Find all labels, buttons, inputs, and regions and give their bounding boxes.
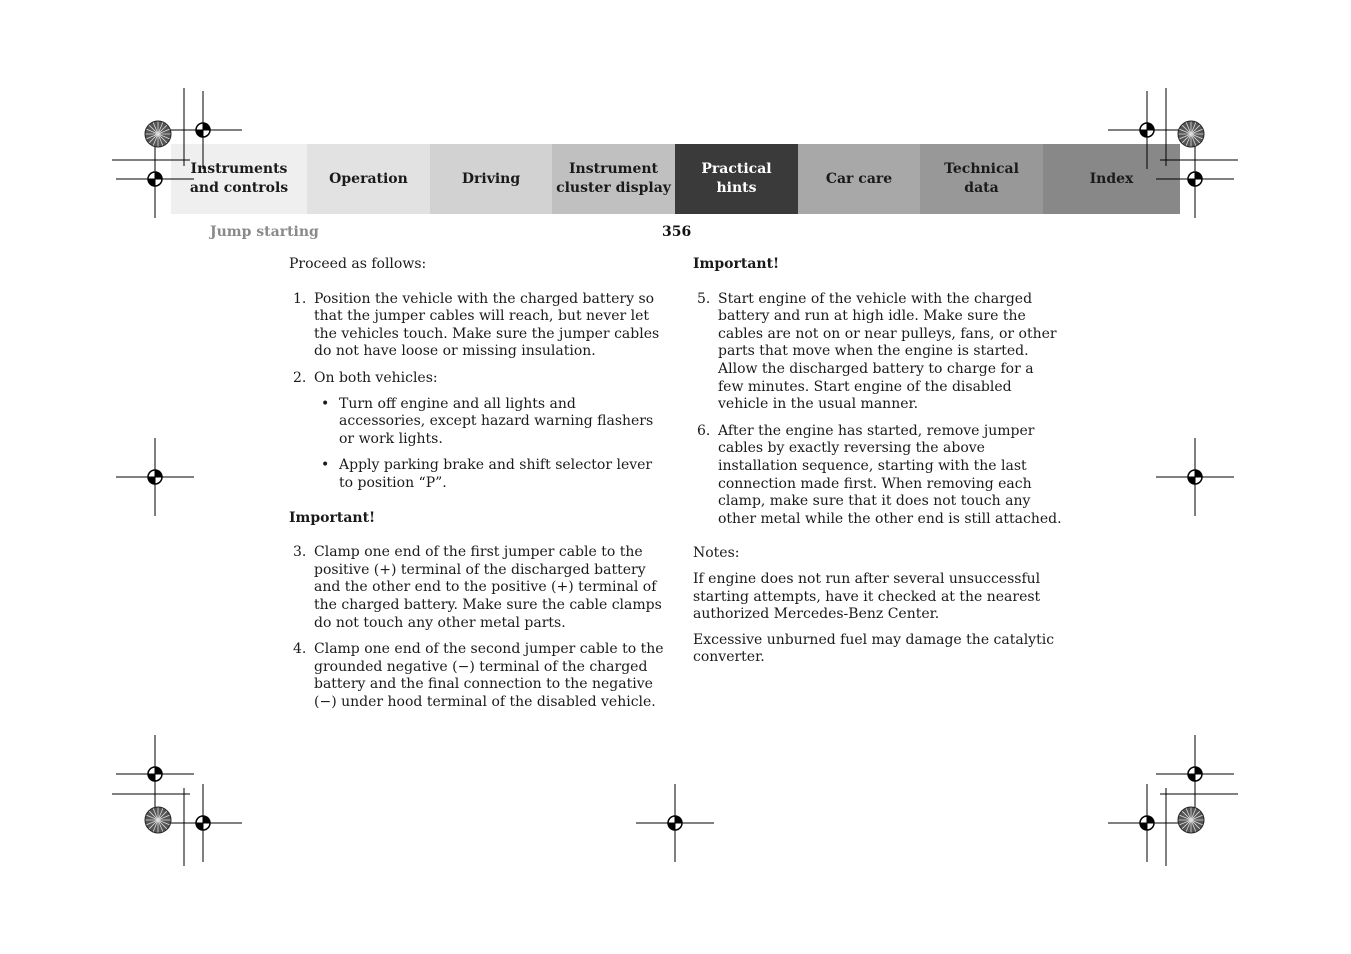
- step-number: 2.: [293, 369, 307, 386]
- crosshair-icon: [1156, 735, 1234, 813]
- crosshair-icon: [116, 140, 194, 218]
- step-number: 6.: [697, 422, 711, 439]
- step-number: 1.: [293, 290, 307, 307]
- step-number: 3.: [293, 544, 307, 561]
- color-target-icon: [145, 807, 171, 833]
- crosshair-icon: [1108, 784, 1186, 862]
- step-text: Clamp one end of the second jumper cable to the grounded negative (−) terminal of the charged battery and the final connection to the negative (−) under hood terminal of the disabled vehicle.: [314, 641, 664, 710]
- step-text: Start engine of the vehicle with the charged battery and run at high idle. Make sure the cables are not on or near pulleys, fans, or other parts that move when the engine is started. Allow the discharged battery to charge for a few minutes. Start engine of the disabled vehicle in the usual manner.: [718, 290, 1057, 413]
- crosshair-icon: [636, 784, 714, 862]
- color-target-icon: [1178, 121, 1204, 147]
- bullet-icon: •: [321, 457, 330, 474]
- tab-instruments-and-controls[interactable]: Instruments and controls: [171, 144, 307, 214]
- crosshair-icon: [1156, 140, 1234, 218]
- note-text: Excessive unburned fuel may damage the catalytic converter.: [693, 631, 1055, 666]
- color-target-icon: [1178, 807, 1204, 833]
- section-title: Jump starting: [210, 224, 319, 240]
- step-text: Position the vehicle with the charged battery so that the jumper cables will reach, but never let the vehicles touch. Make sure the jumper cables do not have loose or missing insulation.: [314, 290, 660, 360]
- tab-index[interactable]: Index: [1043, 144, 1180, 214]
- bullet-text: Apply parking brake and shift selector lever to position “P”.: [339, 457, 653, 491]
- tab-driving[interactable]: Driving: [430, 144, 552, 214]
- bullet-icon: •: [321, 395, 330, 412]
- tab-technical-data[interactable]: Technical data: [920, 144, 1043, 214]
- crosshair-icon: [116, 438, 194, 516]
- crosshair-icon: [164, 784, 242, 862]
- color-target-icon: [145, 121, 171, 147]
- tab-instrument-cluster-display[interactable]: Instrument cluster display: [552, 144, 675, 214]
- important-heading: Important!: [289, 509, 376, 526]
- page-number: 356: [662, 224, 692, 240]
- crop-lines: [112, 88, 1238, 866]
- step-number: 5.: [697, 290, 711, 307]
- step-text: On both vehicles:: [314, 369, 438, 386]
- intro-text: Proceed as follows:: [289, 256, 427, 272]
- step-text: Clamp one end of the first jumper cable to the positive (+) terminal of the discharged battery and the other end to the positive (+) terminal of the charged battery. Make sure the cable clamps do not touch any other metal parts.: [314, 544, 662, 631]
- crosshair-icon: [164, 91, 242, 169]
- tab-practical-hints[interactable]: Practical hints: [675, 144, 798, 214]
- crosshair-icon: [1156, 438, 1234, 516]
- tab-car-care[interactable]: Car care: [798, 144, 920, 214]
- notes-heading: Notes:: [693, 545, 740, 562]
- crosshair-icon: [116, 735, 194, 813]
- bullet-text: Turn off engine and all lights and accessories, except hazard warning flashers or work lights.: [339, 395, 654, 447]
- step-text: After the engine has started, remove jumper cables by exactly reversing the above installation sequence, starting with the last connection made first. When removing each clamp, make sure that it does not touch any other metal while the other end is still attached.: [718, 422, 1062, 527]
- crosshair-icon: [1108, 91, 1186, 169]
- note-text: If engine does not run after several unsuccessful starting attempts, have it checked at the nearest authorized Mercedes-Benz Center.: [693, 570, 1041, 623]
- important-heading: Important!: [693, 256, 780, 272]
- tab-operation[interactable]: Operation: [307, 144, 430, 214]
- step-number: 4.: [293, 641, 307, 658]
